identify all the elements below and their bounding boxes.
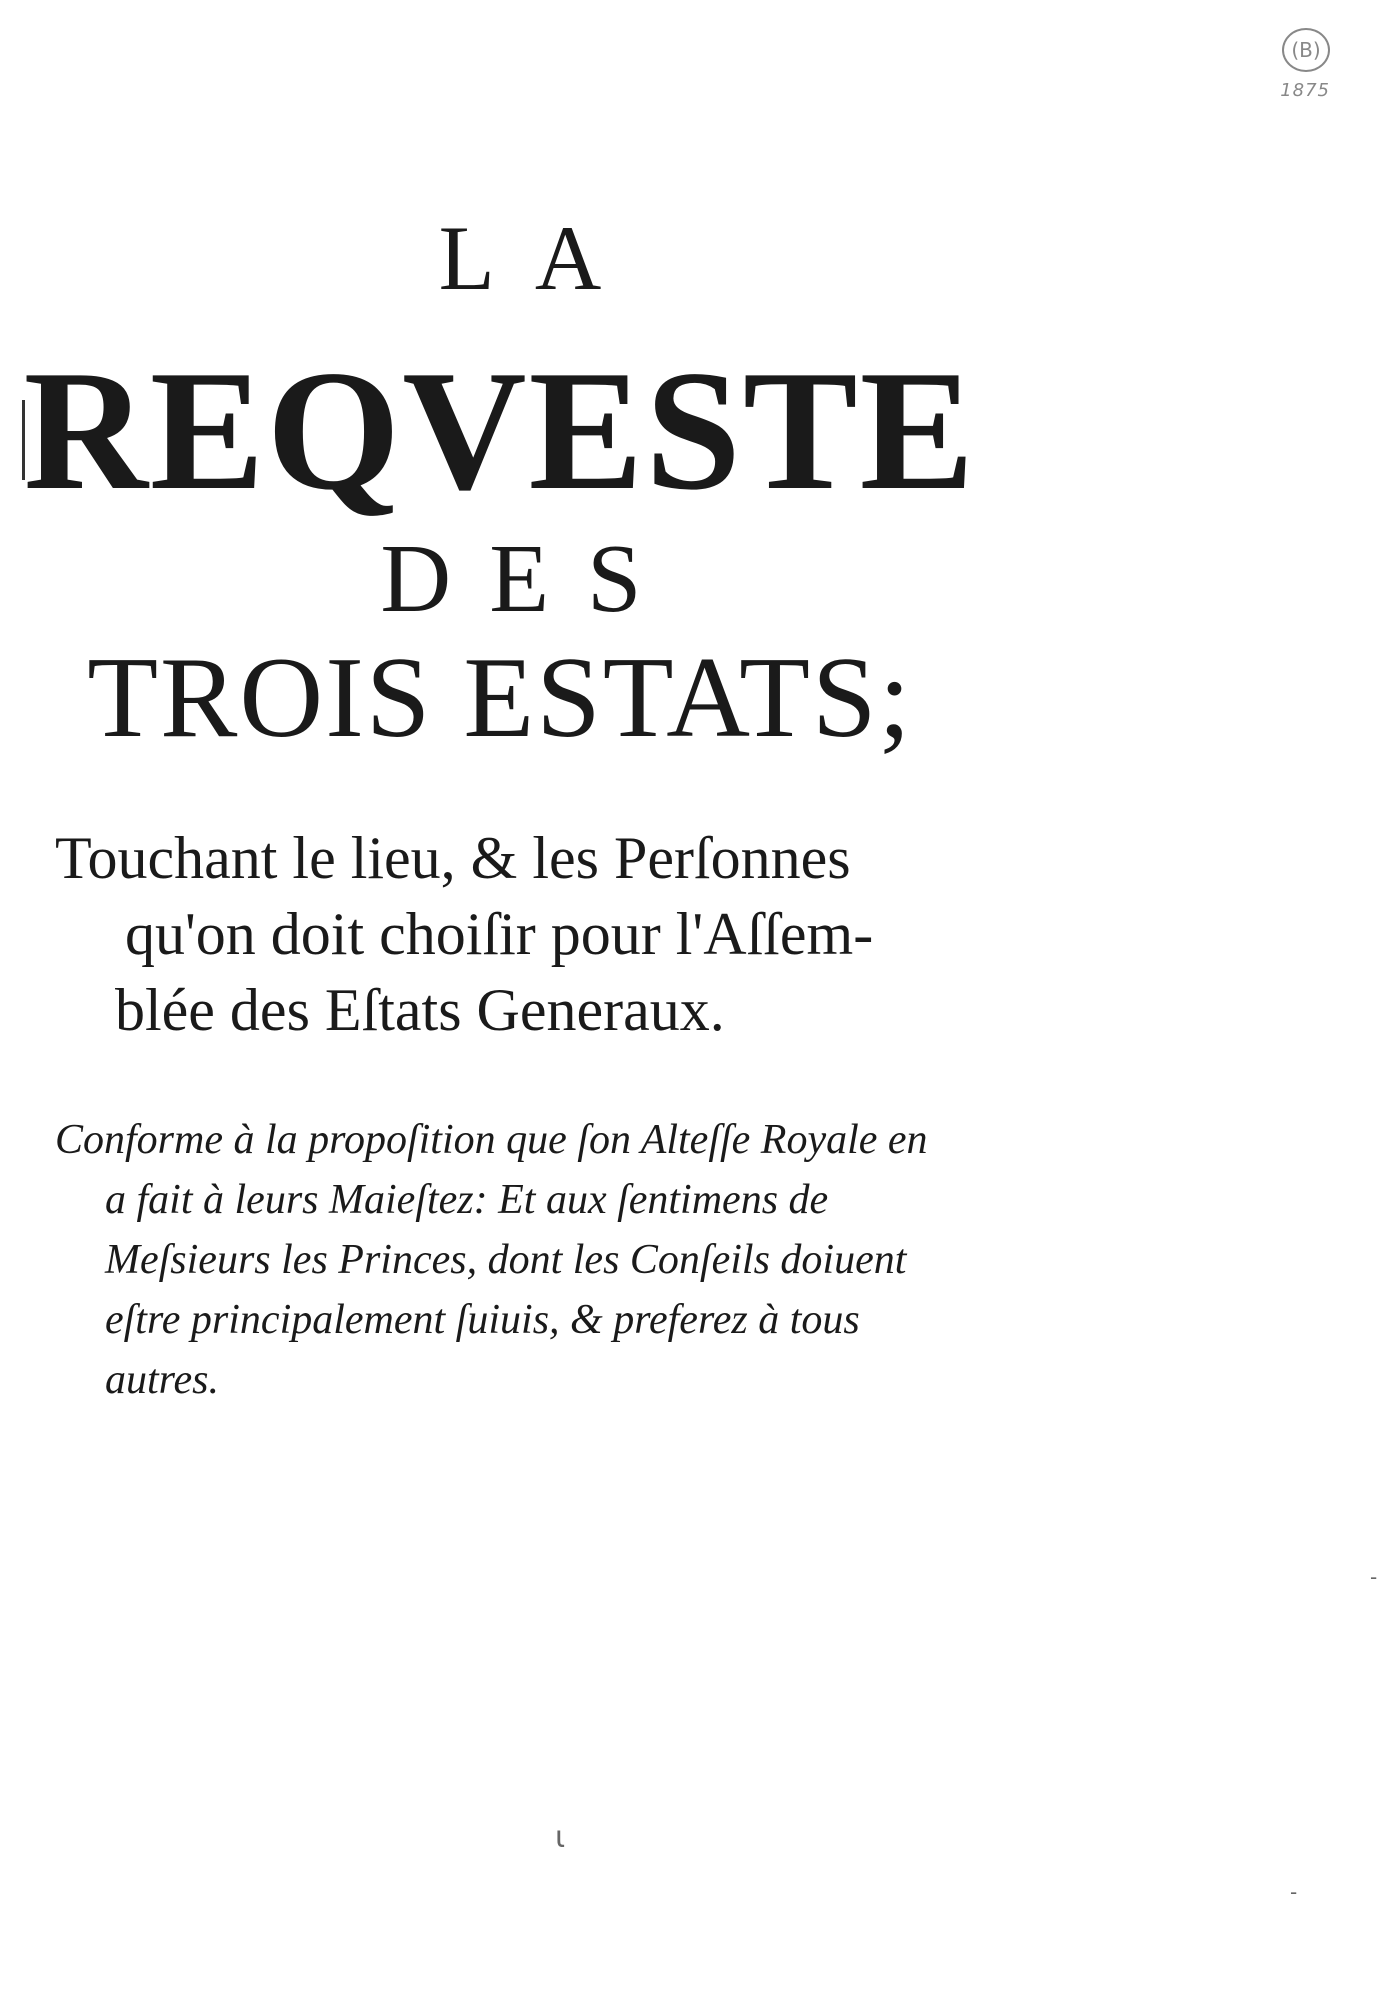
conforme-line-2: a fait à leurs Maieſtez: Et aux ſentimens de <box>105 1177 829 1223</box>
subtitle-line-2: qu'on doit choiſir pour l'Aſſem- <box>125 901 874 967</box>
paper-speck: - <box>1370 1565 1378 1589</box>
subtitle-line-3: blée des Eſtats Generaux. <box>115 977 725 1043</box>
title-line-reqveste: REQVESTE <box>23 336 977 526</box>
call-number: 1875 <box>1280 80 1330 101</box>
subtitle-line-1: Touchant le lieu, & les Perſonnes <box>55 825 851 891</box>
conforme-line-5: autres. <box>105 1357 219 1403</box>
conforme-line-3: Meſsieurs les Princes, dont les Conſeils doiuent <box>105 1237 907 1283</box>
library-shelfmark <box>1280 28 1330 101</box>
subtitle <box>55 820 1025 1048</box>
library-stamp: (B) <box>1282 28 1330 72</box>
paper-speck: - <box>1290 1880 1298 1904</box>
conforme-line-4: eſtre principalement ſuiuis, & preferez à tous <box>105 1297 860 1343</box>
conforme-paragraph <box>55 1110 1025 1410</box>
conforme-line-1: Conforme à la propoſition que ſon Alteſſe Royale en <box>55 1117 928 1163</box>
title-line-des: DES <box>380 525 680 633</box>
title-line-trois-estats: TROIS ESTATS; <box>87 634 913 762</box>
paper-speck: ι <box>555 1820 566 1855</box>
title-line-la: LA <box>438 207 642 309</box>
